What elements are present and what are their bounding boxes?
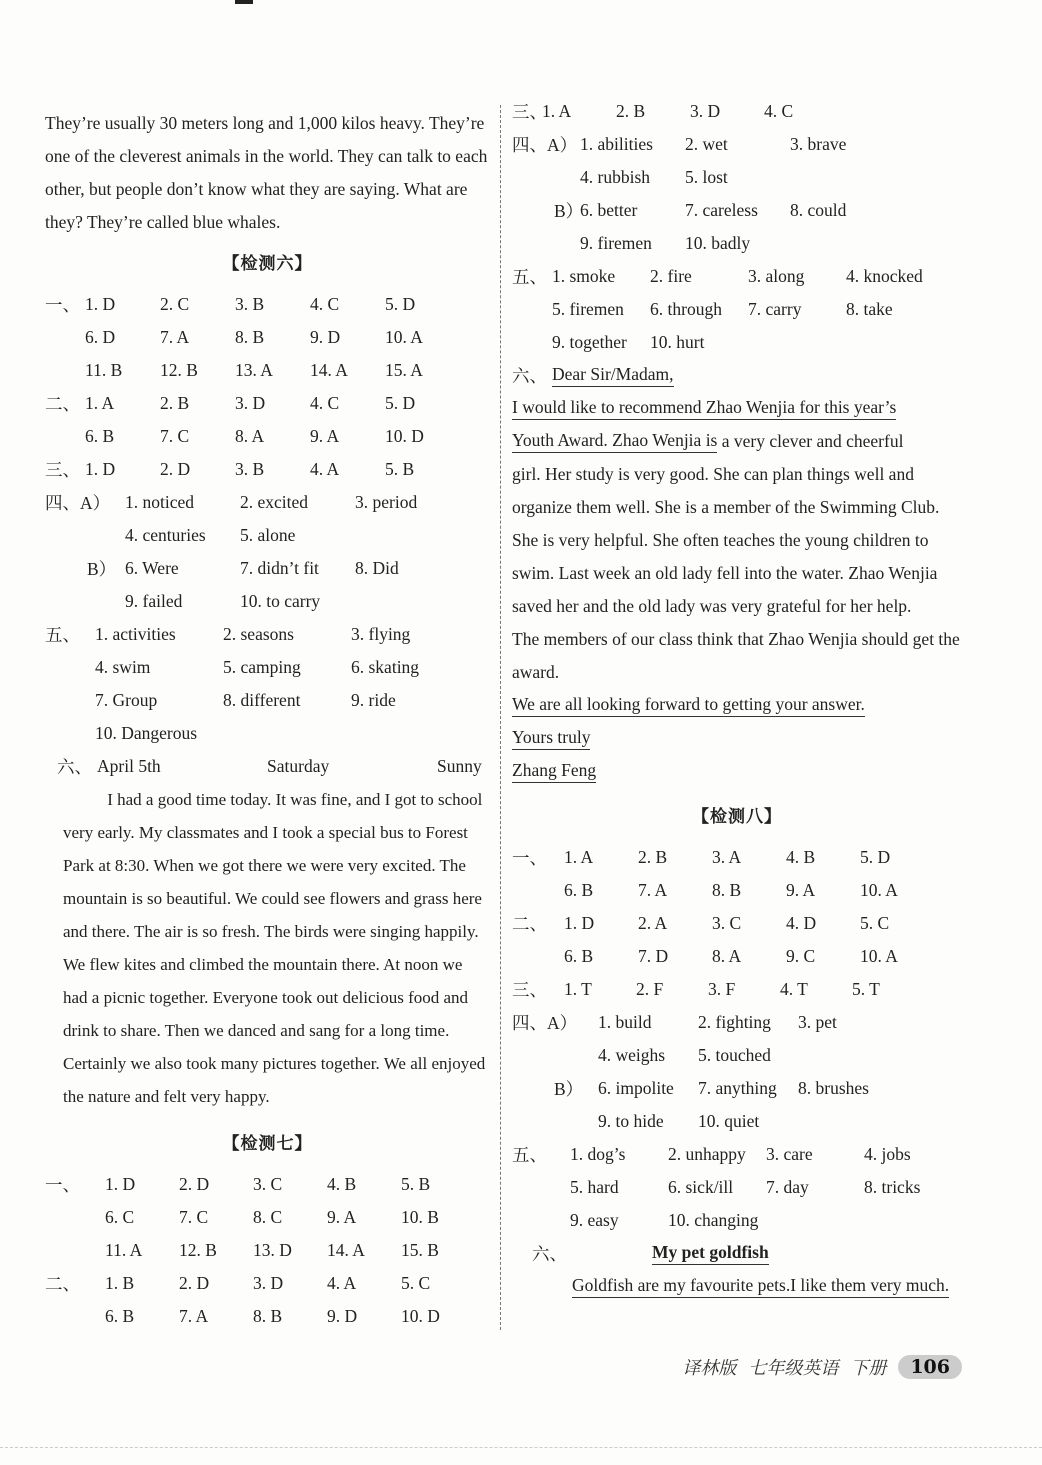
- test6-s5-answer: 9. ride: [351, 690, 396, 710]
- test6-s2-answer: 8. A: [235, 426, 265, 446]
- column-divider: [500, 105, 501, 1330]
- letter-closing-row: [512, 689, 962, 722]
- test8-s2-answer: 5. C: [860, 913, 890, 933]
- test8-s1-answer: 5. D: [860, 847, 891, 867]
- test8-s1-label: 一、: [512, 848, 547, 868]
- test7-s2-answer: 4. A: [327, 1273, 357, 1293]
- letter-line2a: Youth Award. Zhao Wenjia is: [512, 430, 717, 453]
- test6-s4-answer: 3. period: [355, 492, 418, 512]
- letter-line1-row: [512, 392, 962, 425]
- test8-s5: [512, 1138, 962, 1237]
- test8-s2-row: [512, 907, 962, 940]
- test7-s3-answer: 3. D: [690, 101, 721, 121]
- test7-s5: [512, 260, 962, 359]
- test8-s2-answer: 4. D: [786, 913, 817, 933]
- test7-s5-answer: 4. knocked: [846, 266, 923, 286]
- test6-s4-answer: 5. alone: [240, 525, 296, 545]
- test7-s5-answer: 2. fire: [650, 266, 692, 286]
- test7-s1: [45, 1168, 490, 1267]
- test6-s1-row: [45, 288, 490, 321]
- test6-s5-answer: 7. Group: [95, 690, 158, 710]
- test6-s2-row: [45, 420, 490, 453]
- test6-s2-answer: 1. A: [85, 393, 115, 413]
- test7-s4-answer: 3. brave: [790, 134, 847, 154]
- test8-s4: [512, 1006, 962, 1138]
- test6-s5-answer: 10. Dangerous: [95, 723, 198, 743]
- test8-title: 【检测八】: [692, 807, 782, 827]
- letter-greeting: Dear Sir/Madam,: [552, 364, 674, 387]
- test6-s1-answer: 4. C: [310, 294, 340, 314]
- diary-date: April 5th: [97, 756, 161, 776]
- test7-s1-row: [45, 1168, 490, 1201]
- test6-s4: [45, 486, 490, 618]
- test7-s2: [45, 1267, 490, 1333]
- test7-s4-answer: 4. rubbish: [580, 167, 650, 187]
- test6-s5-row: [45, 717, 490, 750]
- test7-s2-answer: 9. D: [327, 1306, 358, 1326]
- test7-s4-label: B）: [554, 201, 584, 221]
- test8-s2-answer: 10. A: [860, 946, 898, 966]
- test7-s5-row: [512, 326, 962, 359]
- test7-s1-answer: 8. C: [253, 1207, 283, 1227]
- test6-s3-answer: 3. B: [235, 459, 265, 479]
- test8-s2-answer: 3. C: [712, 913, 742, 933]
- test6-s1-answer: 5. D: [385, 294, 416, 314]
- letter-body: girl. Her study is very good. She can plan things well and organize them well. She is a member of the Swimming Club. She is very helpful. She often teaches the young children to swim. Last week an old lady fell into the water. Zhao Wenjia saved her and the old lady was very grateful for her help.: [512, 464, 940, 616]
- test7-s4-row: [512, 161, 962, 194]
- test8-s4-answer: 2. fighting: [698, 1012, 771, 1032]
- test8-s4-answer: 8. brushes: [798, 1078, 869, 1098]
- letter-line2b: a very clever and cheerful: [717, 431, 904, 451]
- test8-s4-row: [512, 1006, 962, 1039]
- test7-s6-label: 六、: [512, 366, 547, 386]
- test6-s4-answer: 9. failed: [125, 591, 183, 611]
- test7-s2-answer: 10. D: [401, 1306, 440, 1326]
- test6-s4-answer: 10. to carry: [240, 591, 321, 611]
- test7-s1-answer: 4. B: [327, 1174, 357, 1194]
- test7-s5-answer: 9. together: [552, 332, 627, 352]
- test6-s3-answer: 2. D: [160, 459, 191, 479]
- test7-s1-answer: 13. D: [253, 1240, 292, 1260]
- test8-s2-answer: 8. A: [712, 946, 742, 966]
- test6-s4-answer: 7. didn’t fit: [240, 558, 319, 578]
- test8-s4-row: [512, 1039, 962, 1072]
- test6-s2-answer: 6. B: [85, 426, 115, 446]
- footer-edition: 译林版: [682, 1358, 737, 1379]
- test6-s1: [45, 288, 490, 387]
- test8-s1-answer: 9. A: [786, 880, 816, 900]
- test6-s1-answer: 9. D: [310, 327, 341, 347]
- test7-s4-answer: 1. abilities: [580, 134, 653, 154]
- test6-s4-answer: 4. centuries: [125, 525, 206, 545]
- test8-s1-answer: 2. B: [638, 847, 668, 867]
- test6-s4-row: [45, 519, 490, 552]
- test8-s5-row: [512, 1138, 962, 1171]
- test8-s5-answer: 7. day: [766, 1177, 809, 1197]
- test6-s4-row: [45, 486, 490, 519]
- test7-s3-answer: 4. C: [764, 101, 794, 121]
- test7-s4-answer: 2. wet: [685, 134, 728, 154]
- test6-s4-answer: 2. excited: [240, 492, 309, 512]
- test6-s1-answer: 13. A: [235, 360, 273, 380]
- test6-s2: [45, 387, 490, 453]
- test8-s6-label: 六、: [532, 1244, 567, 1264]
- test8-s5-answer: 2. unhappy: [668, 1144, 746, 1164]
- test8-s2-answer: 2. A: [638, 913, 668, 933]
- test6-s5-answer: 4. swim: [95, 657, 151, 677]
- test8-s6-header: [512, 1237, 962, 1270]
- letter-name-row: [512, 755, 962, 788]
- test7-s2-answer: 8. B: [253, 1306, 283, 1326]
- test8-s5-answer: 9. easy: [570, 1210, 619, 1230]
- goldfish-title: My pet goldfish: [652, 1242, 769, 1265]
- test8-s4-label: 四、A）: [512, 1013, 578, 1033]
- test8-s4-answer: 6. impolite: [598, 1078, 674, 1098]
- test8-s3-answer: 4. T: [780, 979, 808, 999]
- test6-s2-label: 二、: [45, 394, 80, 414]
- test8-s3-label: 三、: [512, 980, 547, 1000]
- test7-s4-answer: 7. careless: [685, 200, 758, 220]
- test8-s5-answer: 8. tricks: [864, 1177, 921, 1197]
- test7-s4-answer: 8. could: [790, 200, 847, 220]
- test7-s5-answer: 6. through: [650, 299, 722, 319]
- test7-s2-answer: 1. B: [105, 1273, 135, 1293]
- test7-s4-answer: 9. firemen: [580, 233, 652, 253]
- test7-s2-row: [45, 1267, 490, 1300]
- test7-s1-answer: 15. B: [401, 1240, 439, 1260]
- test8-s2-answer: 7. D: [638, 946, 669, 966]
- letter-name: Zhang Feng: [512, 760, 596, 783]
- test6-s2-answer: 5. D: [385, 393, 416, 413]
- test7-s2-answer: 5. C: [401, 1273, 431, 1293]
- test6-s2-answer: 10. D: [385, 426, 424, 446]
- test6-s1-answer: 2. C: [160, 294, 190, 314]
- test6-s4-row: [45, 552, 490, 585]
- test7-title: 【检测七】: [222, 1134, 313, 1154]
- test6-s4-answer: 1. noticed: [125, 492, 195, 512]
- test6-s1-answer: 11. B: [85, 360, 123, 380]
- test8-s4-label: B）: [554, 1079, 584, 1099]
- test8-s5-row: [512, 1171, 962, 1204]
- test8-s4-row: [512, 1072, 962, 1105]
- test8-s5-answer: 6. sick/ill: [668, 1177, 734, 1197]
- test6-s3-row: [45, 453, 490, 486]
- footer-volume: 下册: [850, 1358, 887, 1379]
- letter-line2-row: [512, 425, 962, 458]
- test6-s5-answer: 6. skating: [351, 657, 420, 677]
- test8-s5-label: 五、: [512, 1145, 547, 1165]
- test6-s5-label: 五、: [45, 625, 80, 645]
- test8-s4-answer: 7. anything: [698, 1078, 777, 1098]
- test6-s4-label: 四、A）: [45, 493, 111, 513]
- test6-s1-answer: 7. A: [160, 327, 190, 347]
- test6-s2-answer: 4. C: [310, 393, 340, 413]
- test8-s4-answer: 10. quiet: [698, 1111, 760, 1131]
- test7-s1-answer: 7. C: [179, 1207, 209, 1227]
- test8-s1-answer: 10. A: [860, 880, 898, 900]
- test6-s1-answer: 6. D: [85, 327, 116, 347]
- test6-s5-row: [45, 651, 490, 684]
- test8-s1-answer: 7. A: [638, 880, 668, 900]
- test6-s5-row: [45, 618, 490, 651]
- test6-s3-answer: 4. A: [310, 459, 340, 479]
- test6-s2-answer: 9. A: [310, 426, 340, 446]
- test8-s1-answer: 6. B: [564, 880, 594, 900]
- test7-s1-answer: 2. D: [179, 1174, 210, 1194]
- test6-s1-answer: 10. A: [385, 327, 423, 347]
- test8-s5-answer: 10. changing: [668, 1210, 759, 1230]
- test8-s4-answer: 4. weighs: [598, 1045, 666, 1065]
- test7-s1-row: [45, 1201, 490, 1234]
- test7-s5-answer: 1. smoke: [552, 266, 616, 286]
- test8-s3-answer: 3. F: [708, 979, 736, 999]
- test7-s2-answer: 2. D: [179, 1273, 210, 1293]
- test6-s3-label: 三、: [45, 460, 80, 480]
- test8-s4-answer: 9. to hide: [598, 1111, 664, 1131]
- test8-s5-answer: 5. hard: [570, 1177, 619, 1197]
- test8-s1-answer: 8. B: [712, 880, 742, 900]
- test8-s1: [512, 841, 962, 907]
- diary-essay: I had a good time today. It was fine, and I got to school very early. My classmates and I took a special bus to Forest Park at 8:30. When we got there we were very excited. The mountain is so beautiful. We could see flowers and grass here and there. The air is so fresh. The birds were singing happily. We flew kites and climbed the mountain there. At noon we had a picnic together. Everyone took out delicious food and drink to share. Then we danced and sang for a long time. Certainly we also took many pictures together. We all enjoyed the nature and felt very happy.: [63, 790, 486, 1106]
- test7-s5-label: 五、: [512, 267, 547, 287]
- test6-s1-answer: 8. B: [235, 327, 265, 347]
- test8-s1-answer: 4. B: [786, 847, 816, 867]
- test7-s5-answer: 5. firemen: [552, 299, 624, 319]
- test7-s3-answer: 1. A: [542, 101, 572, 121]
- test7-s3-label: 三、: [512, 102, 547, 122]
- test6-s5-answer: 1. activities: [95, 624, 176, 644]
- letter-closing: We are all looking forward to getting your answer.: [512, 694, 865, 717]
- test6-s5-answer: 8. different: [223, 690, 301, 710]
- test8-s4-answer: 3. pet: [798, 1012, 837, 1032]
- test8-s3-answer: 1. T: [564, 979, 592, 999]
- test8-s1-answer: 1. A: [564, 847, 594, 867]
- test7-s6-header: [512, 359, 962, 392]
- test7-s5-answer: 10. hurt: [650, 332, 705, 352]
- test6-s2-row: [45, 387, 490, 420]
- diary-weather: Sunny: [437, 756, 482, 776]
- diary-day: Saturday: [267, 756, 330, 776]
- test6-s5-answer: 3. flying: [351, 624, 411, 644]
- bottom-rule: [0, 1447, 1042, 1448]
- test8-s3-row: [512, 973, 962, 1006]
- test8-s5-answer: 4. jobs: [864, 1144, 911, 1164]
- test8-s2-answer: 9. C: [786, 946, 816, 966]
- test8-s2-row: [512, 940, 962, 973]
- test7-s4-row: [512, 194, 962, 227]
- test7-s2-answer: 3. D: [253, 1273, 284, 1293]
- test6-s2-answer: 7. C: [160, 426, 190, 446]
- test7-s1-answer: 14. A: [327, 1240, 365, 1260]
- test7-s4-answer: 5. lost: [685, 167, 728, 187]
- test7-s5-answer: 7. carry: [748, 299, 802, 319]
- test7-s3-row: [512, 95, 962, 128]
- letter-signoff: Yours truly: [512, 727, 590, 750]
- test7-s1-answer: 10. B: [401, 1207, 439, 1227]
- page-number: 106: [898, 1355, 962, 1379]
- test8-s1-answer: 3. A: [712, 847, 742, 867]
- test7-s1-answer: 6. C: [105, 1207, 135, 1227]
- test8-s3-answer: 5. T: [852, 979, 880, 999]
- test6-title: 【检测六】: [222, 254, 313, 274]
- test7-s5-answer: 3. along: [748, 266, 805, 286]
- test7-s1-answer: 3. C: [253, 1174, 283, 1194]
- test6-s2-answer: 3. D: [235, 393, 266, 413]
- test7-s1-answer: 11. A: [105, 1240, 143, 1260]
- test6-s1-label: 一、: [45, 295, 80, 315]
- test8-s5-answer: 3. care: [766, 1144, 813, 1164]
- test7-s1-answer: 12. B: [179, 1240, 217, 1260]
- test8-s4-row: [512, 1105, 962, 1138]
- test8-s2-label: 二、: [512, 914, 547, 934]
- test6-s1-answer: 3. B: [235, 294, 265, 314]
- test8-s4-answer: 5. touched: [698, 1045, 771, 1065]
- test8-s1-row: [512, 874, 962, 907]
- test6-s3: [45, 453, 490, 486]
- test8-s2: [512, 907, 962, 973]
- page-footer: [682, 1354, 962, 1380]
- test8-s5-row: [512, 1204, 962, 1237]
- test6-s6-label: 六、: [57, 757, 92, 777]
- test8-s2-answer: 1. D: [564, 913, 595, 933]
- test8-s3-answer: 2. F: [636, 979, 664, 999]
- test6-s1-answer: 14. A: [310, 360, 348, 380]
- test7-s1-answer: 5. B: [401, 1174, 431, 1194]
- test6-s6-header: [45, 750, 490, 783]
- goldfish-line1: Goldfish are my favourite pets.I like them very much.: [572, 1275, 949, 1298]
- footer-grade: 七年级英语: [748, 1358, 839, 1379]
- goldfish-line-row: [512, 1270, 962, 1303]
- test6-s4-row: [45, 585, 490, 618]
- test7-s3-answer: 2. B: [616, 101, 646, 121]
- test6-s4-answer: 6. Were: [125, 558, 179, 578]
- test6-s5-answer: 2. seasons: [223, 624, 294, 644]
- letter-signoff-row: [512, 722, 962, 755]
- test6-s3-answer: 5. B: [385, 459, 415, 479]
- test6-s1-answer: 15. A: [385, 360, 423, 380]
- test8-s5-answer: 1. dog’s: [570, 1144, 626, 1164]
- test8-s4-answer: 1. build: [598, 1012, 652, 1032]
- test7-s1-answer: 9. A: [327, 1207, 357, 1227]
- test7-s4-answer: 6. better: [580, 200, 638, 220]
- test7-s1-label: 一、: [45, 1175, 80, 1195]
- test7-s5-answer: 8. take: [846, 299, 893, 319]
- test7-s1-answer: 1. D: [105, 1174, 136, 1194]
- letter-line1: I would like to recommend Zhao Wenjia for this year’s: [512, 397, 896, 420]
- test6-s5-row: [45, 684, 490, 717]
- test8-s1-row: [512, 841, 962, 874]
- test7-s2-row: [45, 1300, 490, 1333]
- test7-s4-row: [512, 128, 962, 161]
- test6-s1-row: [45, 354, 490, 387]
- test7-s5-row: [512, 293, 962, 326]
- test7-s4-row: [512, 227, 962, 260]
- test6-s5: [45, 618, 490, 750]
- test6-s1-answer: 1. D: [85, 294, 116, 314]
- test7-s2-answer: 6. B: [105, 1306, 135, 1326]
- right-column: [512, 95, 962, 1303]
- test7-s4-label: 四、A）: [512, 135, 578, 155]
- test6-s4-label: B）: [87, 559, 117, 579]
- test6-s3-answer: 1. D: [85, 459, 116, 479]
- letter-body2: The members of our class think that Zhao Wenjia should get the award.: [512, 629, 960, 682]
- test7-s4-answer: 10. badly: [685, 233, 751, 253]
- test7-s3: [512, 95, 962, 128]
- test7-s1-row: [45, 1234, 490, 1267]
- test7-s2-answer: 7. A: [179, 1306, 209, 1326]
- test8-s2-answer: 6. B: [564, 946, 594, 966]
- test7-s5-row: [512, 260, 962, 293]
- test7-s4: [512, 128, 962, 260]
- test7-s2-label: 二、: [45, 1274, 80, 1294]
- top-mark: [235, 0, 253, 4]
- test6-s1-answer: 12. B: [160, 360, 198, 380]
- test6-s2-answer: 2. B: [160, 393, 190, 413]
- test8-s3: [512, 973, 962, 1006]
- test6-s4-answer: 8. Did: [355, 558, 399, 578]
- left-column: [45, 95, 490, 1333]
- test6-s5-answer: 5. camping: [223, 657, 301, 677]
- test6-s1-row: [45, 321, 490, 354]
- intro-paragraph: They’re usually 30 meters long and 1,000 kilos heavy. They’re one of the cleverest animals in the world. They can talk to each other, but people don’t know what they are saying. What are they? They’re called blue whales.: [45, 113, 488, 232]
